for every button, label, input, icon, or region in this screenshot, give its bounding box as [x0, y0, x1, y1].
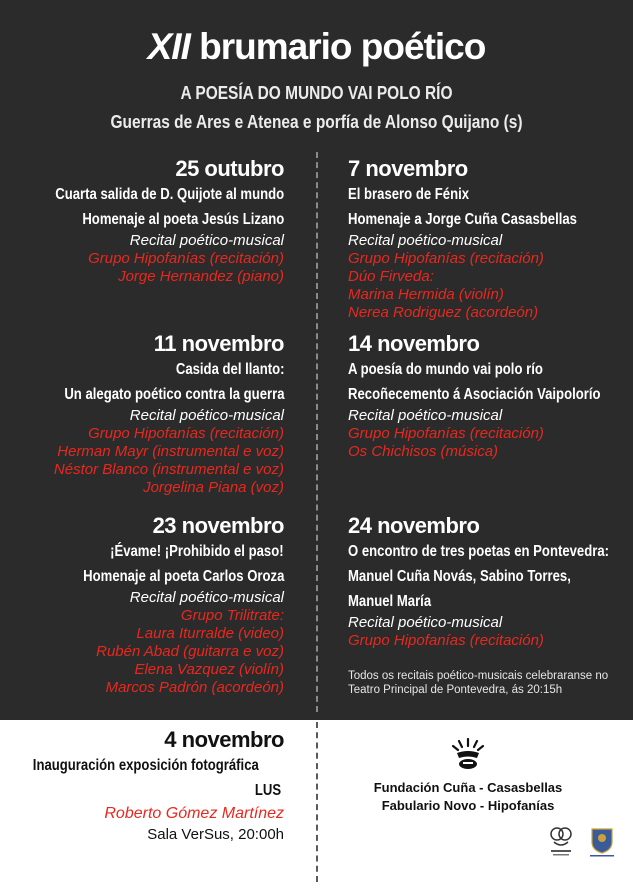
event-title-line: Homenaje al poeta Carlos Oroza: [82, 568, 284, 585]
exhibition-date: 4 novembro: [164, 727, 284, 752]
event-title-line: Cuarta salida de D. Quijote al mundo: [55, 186, 284, 203]
event-detail-line: Herman Mayr (instrumental e voz): [57, 443, 284, 460]
event-title-line: Homenaje a Jorge Cuña Casasbellas: [348, 211, 577, 228]
event-detail-line: Grupo Hipofanías (recitación): [348, 250, 544, 267]
exhibition-venue: Sala VerSus, 20:00h: [147, 826, 284, 843]
event-title-line: Manuel Cuña Novás, Sabino Torres,: [348, 568, 571, 585]
event-14-novembro: [348, 331, 633, 461]
event-detail-line: Os Chichisos (música): [348, 443, 499, 460]
venue-note: Todos os recitais poético-musicais celebraranse no Teatro Principal de Pontevedra, ás 20:15h: [348, 670, 609, 696]
exhibition-name: LUS: [254, 782, 282, 799]
event-detail-line: Néstor Blanco (instrumental e voz): [53, 461, 284, 478]
event-7-novembro: [348, 156, 627, 322]
exhibition-artist: Roberto Gómez Martínez: [104, 805, 284, 822]
event-detail-line: Recital poético-musical: [129, 407, 284, 424]
concello-pontevedra-seal-icon: [588, 826, 616, 858]
event-detail-line: Jorge Hernandez (piano): [118, 268, 284, 285]
event-detail-line: Marcos Padrón (acordeón): [105, 679, 284, 696]
event-detail-line: Grupo Hipofanías (recitación): [88, 250, 284, 267]
face-rays-logo-icon: [450, 737, 486, 771]
event-24-novembro: [348, 513, 633, 650]
event-date: 7 novembro: [348, 156, 468, 181]
event-detail-line: Jorgelina Piana (voz): [143, 479, 284, 496]
organizer-line-2: Fabulario Novo - Hipofanías: [381, 798, 555, 813]
event-date: 23 novembro: [152, 513, 284, 538]
event-detail-line: Grupo Trilitrate:: [180, 607, 284, 624]
event-detail-line: Recital poético-musical: [129, 232, 284, 249]
exhibition-title: Inauguración exposición fotográfica: [33, 757, 260, 774]
event-detail-line: Elena Vazquez (violín): [134, 661, 284, 678]
event-23-novembro: [39, 513, 284, 697]
event-detail-line: Recital poético-musical: [348, 614, 503, 631]
event-detail-line: Dúo Firveda:: [348, 268, 434, 285]
subtitle-main: A POESÍA DO MUNDO VAI POLO RÍO: [180, 83, 453, 103]
event-detail-line: Grupo Hipofanías (recitación): [348, 632, 544, 649]
event-detail-line: Marina Hermida (violín): [348, 286, 504, 303]
event-title-line: Casida del llanto:: [175, 361, 284, 378]
event-title-line: El brasero de Fénix: [348, 186, 470, 203]
bottom-column-divider: [316, 722, 318, 882]
sponsor-logos: [548, 826, 618, 860]
event-detail-line: Recital poético-musical: [129, 589, 284, 606]
event-25-outubro: [5, 156, 284, 286]
organizers: [348, 737, 588, 815]
event-title-line: O encontro de tres poetas en Pontevedra:: [348, 543, 610, 560]
subtitle-secondary: Guerras de Ares e Atenea e porfía de Alonso Quijano (s): [110, 112, 523, 132]
event-detail-line: Grupo Hipofanías (recitación): [88, 425, 284, 442]
title-text: brumario poético: [199, 26, 486, 67]
event-title-line: ¡Évame! ¡Prohibido el paso!: [110, 543, 284, 560]
event-detail-line: Rubén Abad (guitarra e voz): [96, 643, 284, 660]
event-11-novembro: [16, 331, 285, 497]
event-detail-line: Grupo Hipofanías (recitación): [348, 425, 544, 442]
teatro-principal-logo-icon: [548, 826, 574, 858]
column-divider: [316, 152, 318, 712]
event-date: 11 novembro: [153, 331, 284, 356]
event-title-line: Homenaje al poeta Jesús Lizano: [82, 211, 284, 228]
event-date: 24 novembro: [348, 513, 480, 538]
event-title-line: Recoñecemento á Asociación Vaipolorío: [348, 386, 601, 403]
event-title-line: A poesía do mundo vai polo río: [348, 361, 543, 378]
event-date: 14 novembro: [348, 331, 480, 356]
event-detail-line: Laura Iturralde (video): [136, 625, 284, 642]
event-detail-line: Nerea Rodriguez (acordeón): [348, 304, 539, 321]
event-title-line: Manuel María: [348, 593, 432, 610]
event-date: 25 outubro: [175, 156, 284, 181]
title-roman-numeral: XII: [147, 26, 190, 67]
event-detail-line: Recital poético-musical: [348, 407, 503, 424]
exhibition-event: [8, 727, 284, 844]
organizer-line-1: Fundación Cuña - Casasbellas: [373, 780, 563, 795]
poster-title: [0, 26, 633, 68]
event-title-line: Un alegato poético contra la guerra: [63, 386, 284, 403]
event-detail-line: Recital poético-musical: [348, 232, 503, 249]
